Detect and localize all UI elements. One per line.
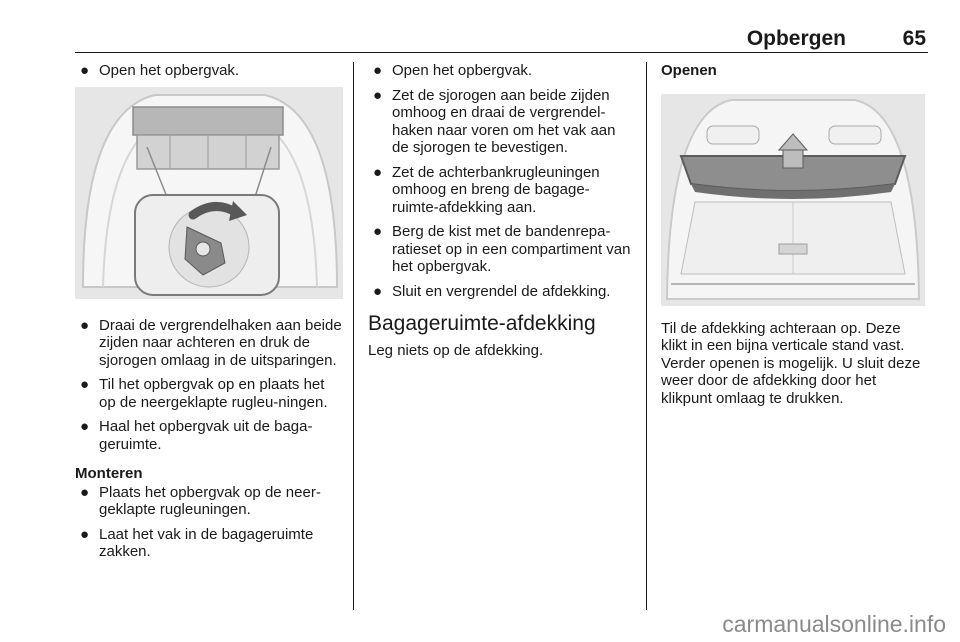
- section-heading: Bagageruimte-afdekking: [368, 312, 596, 335]
- page-header: [75, 24, 928, 53]
- bullet-icon: ●: [80, 316, 90, 334]
- bullet-list: [75, 484, 343, 561]
- bullet-list: [75, 62, 343, 80]
- list-item: ● Open het opbergvak.: [80, 62, 240, 79]
- list-item: ● Sluit en vergrendel de afdekking.: [373, 282, 611, 300]
- bullet-icon: ●: [373, 163, 383, 181]
- bullet-list: [368, 62, 636, 300]
- list-item: ● Plaats het opbergvak op de neer-geklapte rugleuningen.: [80, 483, 321, 518]
- watermark: carmanualsonline.info: [722, 611, 946, 637]
- storage-box-illustration: [75, 87, 343, 299]
- section-subheading: Monteren: [75, 465, 143, 482]
- list-item: ● Draai de vergrendelhaken aan beide zijden naar achteren en druk de sjorogen omlaag in de uitsparingen.: [80, 316, 342, 369]
- bullet-icon: ●: [80, 483, 90, 501]
- list-item: ● Zet de achterbankrugleuningen omhoog en breng de bagage-ruimte-afdekking aan.: [373, 163, 600, 216]
- list-item: ● Til het opbergvak op en plaats het op de neergeklapte rugleu-ningen.: [80, 376, 328, 411]
- bullet-icon: ●: [373, 62, 383, 79]
- section-subheading: Openen: [661, 62, 717, 79]
- column-middle: [368, 62, 636, 360]
- list-item: ● Haal het opbergvak uit de baga-geruimte.: [80, 418, 313, 453]
- bullet-list: [75, 317, 343, 454]
- bullet-icon: ●: [80, 62, 90, 79]
- bullet-icon: ●: [80, 376, 90, 393]
- bullet-icon: ●: [373, 223, 383, 240]
- column-divider: [353, 62, 354, 610]
- list-item: ● Zet de sjorogen aan beide zijden omhoog en draai de vergrendel-haken naar voren om het vak aan de sjorogen te bevestigen.: [373, 86, 616, 156]
- page-title: Opbergen: [746, 27, 846, 50]
- paragraph: Leg niets op de afdekking.: [368, 342, 544, 359]
- column-divider: [646, 62, 647, 610]
- column-left: [75, 62, 343, 568]
- paragraph: Til de afdekking achteraan op. Deze klikt in een bijna verticale stand vast. Verder openen is mogelijk. U sluit deze weer door de afdekking door het klikpunt omlaag te drukken.: [661, 319, 921, 407]
- column-right: [661, 62, 929, 407]
- cargo-cover-illustration: [661, 94, 925, 306]
- list-item: ● Open het opbergvak.: [373, 62, 533, 79]
- bullet-icon: ●: [80, 418, 90, 435]
- bullet-icon: ●: [373, 282, 383, 300]
- bullet-icon: ●: [80, 525, 90, 543]
- page-number: 65: [902, 27, 926, 50]
- bullet-icon: ●: [373, 86, 383, 104]
- list-item: ● Berg de kist met de bandenrepa-ratieset op in een compartiment van het opbergvak.: [373, 223, 631, 275]
- list-item: ● Laat het vak in de bagageruimte zakken.: [80, 525, 314, 560]
